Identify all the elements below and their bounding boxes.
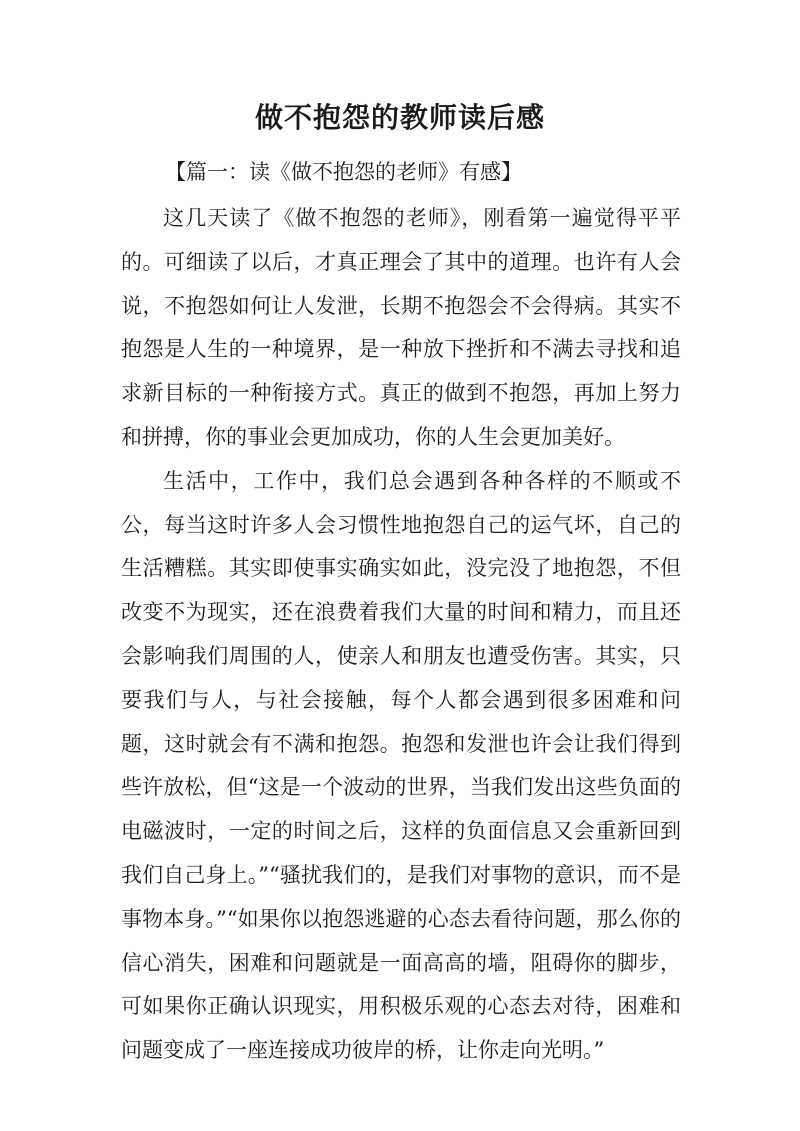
document-title: 做不抱怨的教师读后感 [254, 101, 545, 134]
document-body [121, 197, 681, 1073]
section-heading: 【篇一：读《做不抱怨的老师》有感】 [165, 160, 522, 184]
paragraph-1: 这几天读了《做不抱怨的老师》，刚看第一遍觉得平平的。可细读了以后，才真正理会了其中的道理。也许有人会说，不抱怨如何让人发泄，长期不抱怨会不会得病。其实不抱怨是人生的一种境界，是一种放下挫折和不满去寻找和追求新目标的一种衔接方式。真正的做到不抱怨，再加上努力和拼搏，你的事业会更加成功，你的人生会更加美好。 [121, 206, 681, 449]
paragraph-2: 生活中，工作中，我们总会遇到各种各样的不顺或不公，每当这时许多人会习惯性地抱怨自己的运气坏，自己的生活糟糕。其实即使事实确实如此，没完没了地抱怨，不但改变不为现实，还在浪费着我们大量的时间和精力，而且还会影响我们周围的人，使亲人和朋友也遭受伤害。其实，只要我们与人，与社会接触，每个人都会遇到很多困难和问题，这时就会有不满和抱怨。抱怨和发泄也许会让我们得到些许放松，但“这是一个波动的世界，当我们发出这些负面的电磁波时，一定的时间之后，这样的负面信息又会重新回到我们自己身上。”“骚扰我们的，是我们对事物的意识，而不是事物本身。”“如果你以抱怨逃避的心态去看待问题，那么你的信心消失，困难和问题就是一面高高的墙，阻碍你的脚步，可如果你正确认识现实，用积极乐观的心态去对待，困难和问题变成了一座连接成功彼岸的桥，让你走向光明。” [121, 468, 681, 1063]
